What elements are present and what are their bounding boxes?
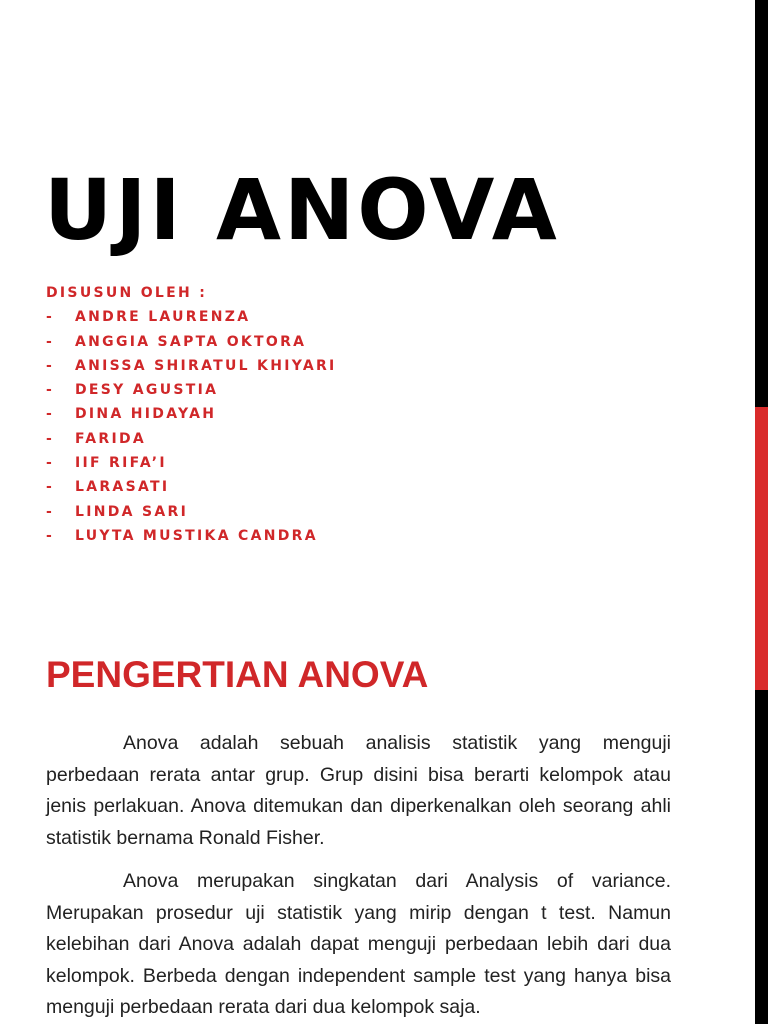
bullet-dash: - xyxy=(46,455,55,472)
author-name: ANGGIA SAPTA OKTORA xyxy=(75,333,307,350)
bullet-dash: - xyxy=(46,503,55,520)
author-name: IIF RIFA’I xyxy=(75,455,167,472)
section-heading: PENGERTIAN ANOVA xyxy=(46,654,429,695)
bullet-dash: - xyxy=(46,527,55,544)
author-item xyxy=(46,524,318,548)
body-paragraph: Anova merupakan singkatan dari Analysis of variance. Merupakan prosedur uji statistik yang mirip dengan t test. Namun kelebihan dari Anova adalah dapat menguji perbedaan lebih dari dua kelompok. Berbeda dengan independent sample test yang hanya bisa menguji perbedaan rerata dari dua kelompok saja. xyxy=(46,870,671,1018)
page-title: UJI ANOVA xyxy=(44,161,560,259)
author-item xyxy=(46,500,207,524)
author-item xyxy=(46,427,207,451)
author-item xyxy=(46,330,307,354)
author-name: LINDA SARI xyxy=(75,503,189,520)
author-list xyxy=(46,281,337,548)
author-name: LUYTA MUSTIKA CANDRA xyxy=(75,527,318,544)
author-name: DESY AGUSTIA xyxy=(75,382,219,399)
author-item xyxy=(46,451,207,475)
bullet-dash: - xyxy=(46,309,55,326)
bullet-dash: - xyxy=(46,357,55,374)
side-strip-accent xyxy=(755,407,768,690)
bullet-dash: - xyxy=(46,479,55,496)
author-list-heading: DISUSUN OLEH : xyxy=(46,285,208,301)
bullet-dash: - xyxy=(46,333,55,350)
bullet-dash: - xyxy=(46,406,55,423)
author-name: FARIDA xyxy=(75,430,147,447)
body-paragraph: Anova adalah sebuah analisis statistik yang menguji perbedaan rerata antar grup. Grup disini bisa berarti kelompok atau jenis perlakuan. Anova ditemukan dan diperkenalkan oleh seorang ahli statistik bernama Ronald Fisher. xyxy=(46,732,671,849)
author-item xyxy=(46,305,251,329)
author-name: ANDRE LAURENZA xyxy=(75,309,251,326)
author-item xyxy=(46,378,219,402)
bullet-dash: - xyxy=(46,382,55,399)
author-name: LARASATI xyxy=(75,479,170,496)
author-item xyxy=(46,402,217,426)
bullet-dash: - xyxy=(46,430,55,447)
author-name: DINA HIDAYAH xyxy=(75,406,217,423)
author-item xyxy=(46,354,337,378)
author-name: ANISSA SHIRATUL KHIYARI xyxy=(75,357,337,374)
author-item xyxy=(46,475,207,499)
